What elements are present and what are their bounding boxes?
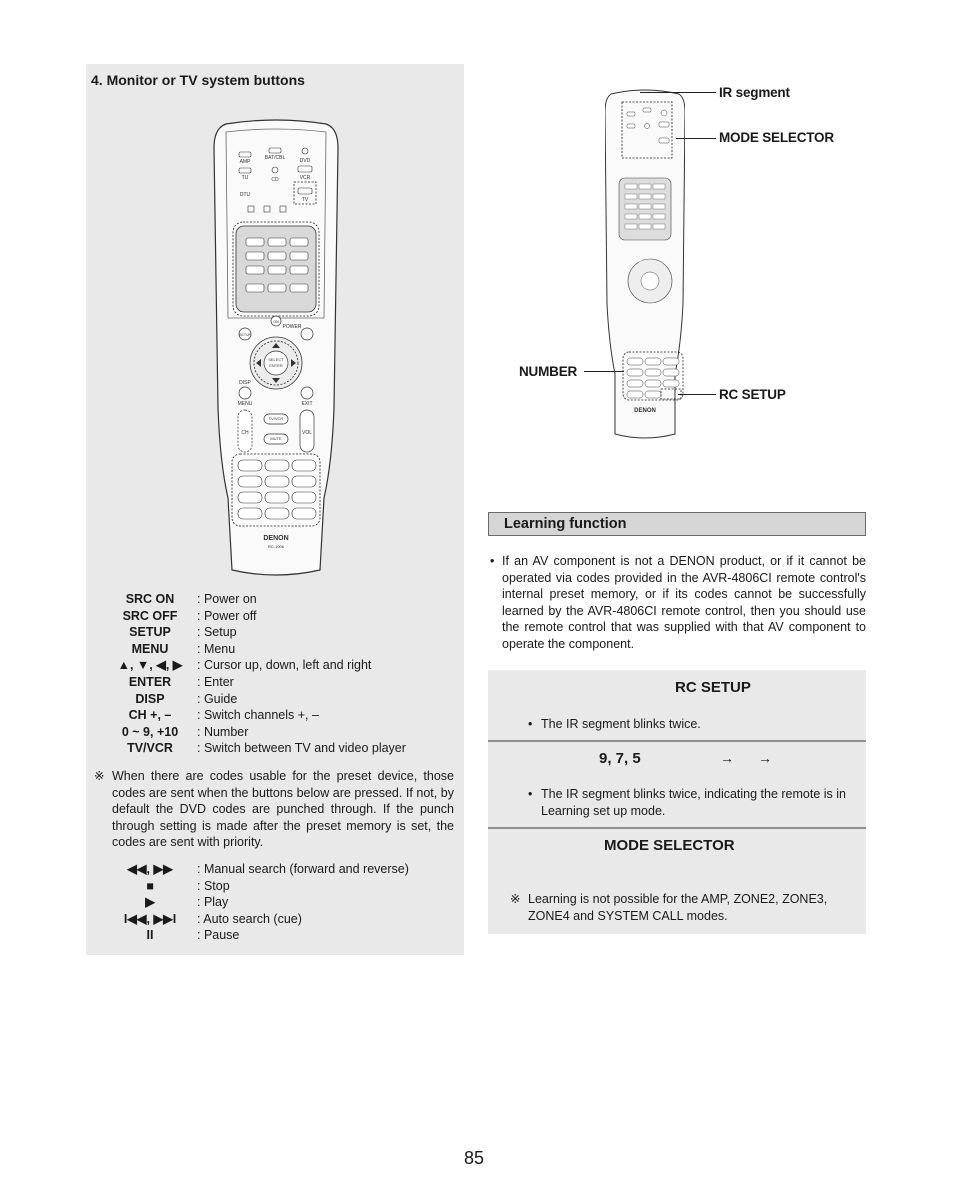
definition-desc: : Switch between TV and video player [197,741,406,756]
step-2-desc: The IR segment blinks twice, indicating the remote is in Learning set up mode. [541,787,846,818]
page-number: 85 [464,1148,485,1168]
definition-key: SETUP [129,625,171,640]
definition-desc: : Power off [197,608,257,623]
definition-key: ◀◀, ▶▶ [127,862,173,876]
definition-row [100,724,460,741]
svg-text:CH: CH [241,430,249,436]
definition-row [100,707,460,724]
definition-key: 0 ~ 9, +10 [121,724,179,739]
definition-desc: : Enter [197,674,234,689]
svg-text:VOL: VOL [301,430,313,436]
definition-desc: : Play [197,895,229,910]
definition-row [100,591,460,608]
svg-text:MUTE: MUTE [270,436,282,441]
definition-key: SRC ON [125,592,175,606]
svg-text:BAT/CBL: BAT/CBL [264,155,286,161]
learning-function-text: If an AV component is not a DENON product, or if it cannot be operated via codes provided in the AVR-4806CI remote control's internal preset memory, or if its codes cannot be successfully learned by the AVR-4806CI remote control, then you should use the remote control that was supplied with that AV component to operate the component. [502,554,866,651]
learning-function-paragraph [488,553,866,653]
definition-key: II [146,928,154,943]
definition-desc: : Stop [197,878,230,893]
learning-function-title: Learning function [504,516,627,532]
step-2-head: 9, 7, 5 [599,750,641,767]
svg-text:MENU: MENU [237,401,253,407]
definition-row [100,911,460,928]
definition-row [100,691,460,708]
step-3-head: MODE SELECTOR [604,837,735,854]
definition-key: ENTER [128,674,172,689]
svg-text:ON: ON [273,320,279,324]
step-2-box [488,742,866,827]
svg-text:TU: TU [241,175,249,181]
definition-key: CH +, – [128,708,172,723]
learning-function-heading [488,512,866,536]
bullet: • [528,717,533,731]
remote-control-illustration [212,118,340,580]
definition-row [100,608,460,625]
ir-segment-leader [640,92,716,93]
svg-text:SETUP: SETUP [239,333,251,337]
step-1-box [488,670,866,740]
svg-text:DTU: DTU [239,192,251,198]
definition-row [100,740,460,757]
number-leader [584,371,624,372]
svg-text:EXIT: EXIT [301,401,313,407]
mode-selector-callout: MODE SELECTOR [719,130,834,145]
section-title: 4. Monitor or TV system buttons [91,72,305,88]
step-2-text [528,786,858,819]
definition-key: DISP [135,691,165,706]
definition-row [100,657,460,674]
definition-desc: : Manual search (forward and reverse) [197,862,409,876]
definition-key: ▲, ▼, ◀, ▶ [117,658,183,673]
bullet: • [528,787,533,801]
definition-key: I◀◀, ▶▶I [123,911,177,926]
svg-text:DVD: DVD [299,158,311,164]
remote-control-small-illustration [605,84,685,444]
svg-text:POWER: POWER [282,324,302,330]
svg-text:VCR: VCR [299,175,311,181]
rc-setup-callout: RC SETUP [719,387,786,402]
definition-desc: : Menu [197,641,236,656]
step-3-note-text: Learning is not possible for the AMP, ZONE2, ZONE3, ZONE4 and SYSTEM CALL modes. [528,892,828,923]
definition-desc: : Setup [197,625,237,640]
definition-desc: : Switch channels +, – [197,708,319,723]
svg-text:CD: CD [271,177,279,183]
definition-key: ▶ [145,895,155,910]
note-mark: ※ [510,892,521,906]
definition-key: SRC OFF [122,608,178,623]
definition-key: TV/VCR [127,741,173,756]
bullet: • [490,554,495,568]
definition-desc: : Cursor up, down, left and right [197,658,372,673]
number-callout: NUMBER [519,364,578,379]
step-1-head: RC SETUP [675,679,751,696]
step-2-arrow: → [758,750,772,766]
definition-row [100,894,460,911]
definition-desc: : Number [197,724,249,739]
definition-row [100,878,460,895]
note-mark: ※ [94,769,105,783]
definition-row [100,674,460,691]
definition-key: MENU [131,641,169,656]
svg-text:DENON: DENON [634,408,656,414]
svg-text:SELECT: SELECT [268,357,284,362]
svg-text:RC-1006: RC-1006 [267,544,285,549]
step-1-desc: The IR segment blinks twice. [541,717,701,731]
definition-desc: : Guide [197,691,238,706]
step-1-text [528,716,858,733]
definition-key: ■ [146,878,154,893]
button-definitions [100,591,460,757]
transport-definitions [100,861,460,944]
definition-row [100,641,460,658]
definition-desc: : Power on [197,592,257,606]
definition-row [100,861,460,878]
svg-text:AMP: AMP [239,159,251,165]
note-text: When there are codes usable for the preset device, those codes are sent when the buttons below are pressed. If not, by default the DVD codes are punched through. If the punch through setting is made after the preset memory is set, the codes are sent with priority. [112,769,454,850]
punch-through-note [94,768,454,851]
definition-desc: : Auto search (cue) [197,911,302,926]
rc-setup-leader [678,394,716,395]
step-2-arrow: → [720,750,734,766]
ir-segment-callout: IR segment [719,85,790,100]
svg-text:TV: TV [301,197,309,203]
step-3-box [488,829,866,934]
step-3-note [510,891,860,924]
definition-row [100,927,460,944]
svg-text:ENTER: ENTER [269,363,283,368]
definition-row [100,624,460,641]
svg-text:DISP: DISP [239,380,251,386]
svg-text:DENON: DENON [263,535,289,542]
mode-selector-leader [676,138,716,139]
definition-desc: : Pause [197,928,240,943]
svg-text:TV/VCR: TV/VCR [268,416,284,421]
